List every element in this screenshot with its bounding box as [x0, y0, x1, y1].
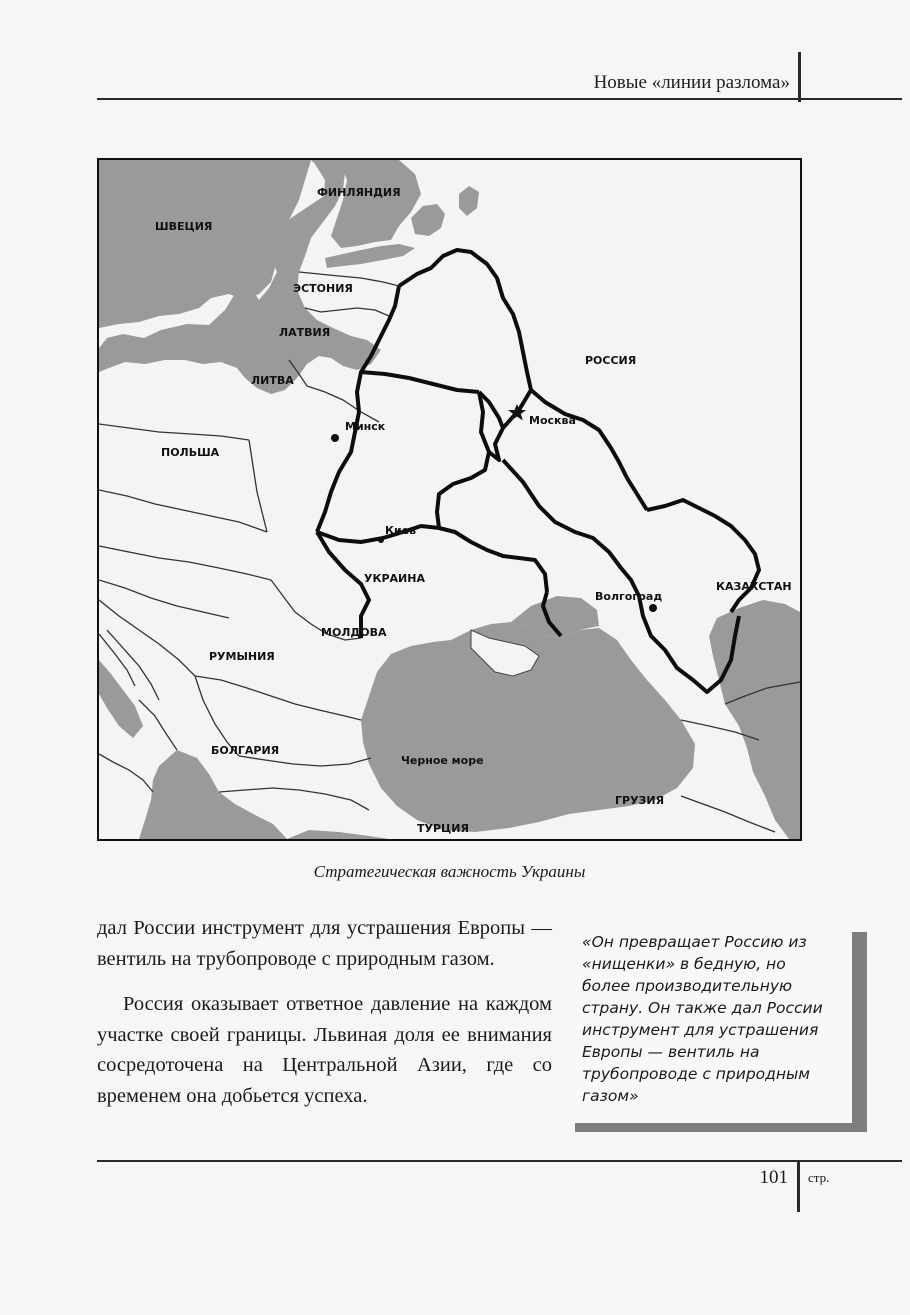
pullquote: «Он превращает Россию из «нищенки» в бедную, но более производительную страну. Он также дал России инструмент для устрашения Европы — вентиль на трубопроводе с природным газом»	[568, 925, 852, 1123]
label-lithuania: ЛИТВА	[251, 374, 294, 387]
paragraph-2: Россия оказывает ответное давление на каждом участке своей границы. Львиная доля ее внимания сосредоточена на Центральной Азии, где со временем она добьется успеха.	[97, 993, 552, 1107]
kyiv-dot	[378, 537, 384, 543]
paragraph-1: дал России инструмент для устрашения Европы — вентиль на трубопроводе с природным газом.	[97, 917, 552, 970]
label-russia: РОССИЯ	[585, 354, 637, 367]
bottom-vertical-rule	[797, 1160, 800, 1212]
label-volgograd: Волгоград	[595, 590, 663, 603]
label-bulgaria: БОЛГАРИЯ	[211, 744, 280, 757]
label-ukraine: УКРАИНА	[364, 572, 425, 585]
footer-rule	[97, 1160, 902, 1162]
lake-onega	[459, 186, 479, 216]
page-abbr: стр.	[808, 1170, 830, 1185]
page-number: 101	[759, 1167, 788, 1188]
label-black-sea: Черное море	[401, 754, 484, 767]
running-header: Новые «линии разлома»	[593, 72, 790, 93]
label-finland: ФИНЛЯНДИЯ	[317, 186, 401, 199]
adriatic-sea	[99, 660, 143, 738]
label-kyiv: Киев	[385, 524, 417, 537]
label-moscow: Москва	[529, 414, 576, 427]
gulf-of-finland	[325, 244, 415, 268]
lake-ladoga	[411, 204, 445, 236]
mediterranean-sea	[287, 830, 389, 839]
minsk-dot	[331, 434, 339, 442]
label-moldova: МОЛДОВА	[321, 626, 387, 639]
map-svg	[99, 160, 800, 839]
header-rule	[97, 98, 902, 100]
label-latvia: ЛАТВИЯ	[279, 326, 331, 339]
finland-land	[331, 160, 421, 248]
label-georgia: ГРУЗИЯ	[615, 794, 665, 807]
label-poland: ПОЛЬША	[161, 446, 220, 459]
label-sweden: ШВЕЦИЯ	[155, 220, 213, 233]
caspian-sea	[709, 600, 800, 839]
top-vertical-rule	[798, 52, 801, 102]
label-minsk: Минск	[345, 420, 386, 433]
aegean-sea	[139, 750, 287, 839]
label-turkey: ТУРЦИЯ	[417, 822, 469, 835]
label-estonia: ЭСТОНИЯ	[293, 282, 353, 295]
label-kazakhstan: КАЗАХСТАН	[716, 580, 792, 593]
figure-caption: Стратегическая важность Украины	[313, 862, 586, 881]
label-romania: РУМЫНИЯ	[209, 650, 275, 663]
map-figure	[97, 158, 802, 841]
volgograd-dot	[649, 604, 657, 612]
body-text	[97, 913, 552, 1112]
